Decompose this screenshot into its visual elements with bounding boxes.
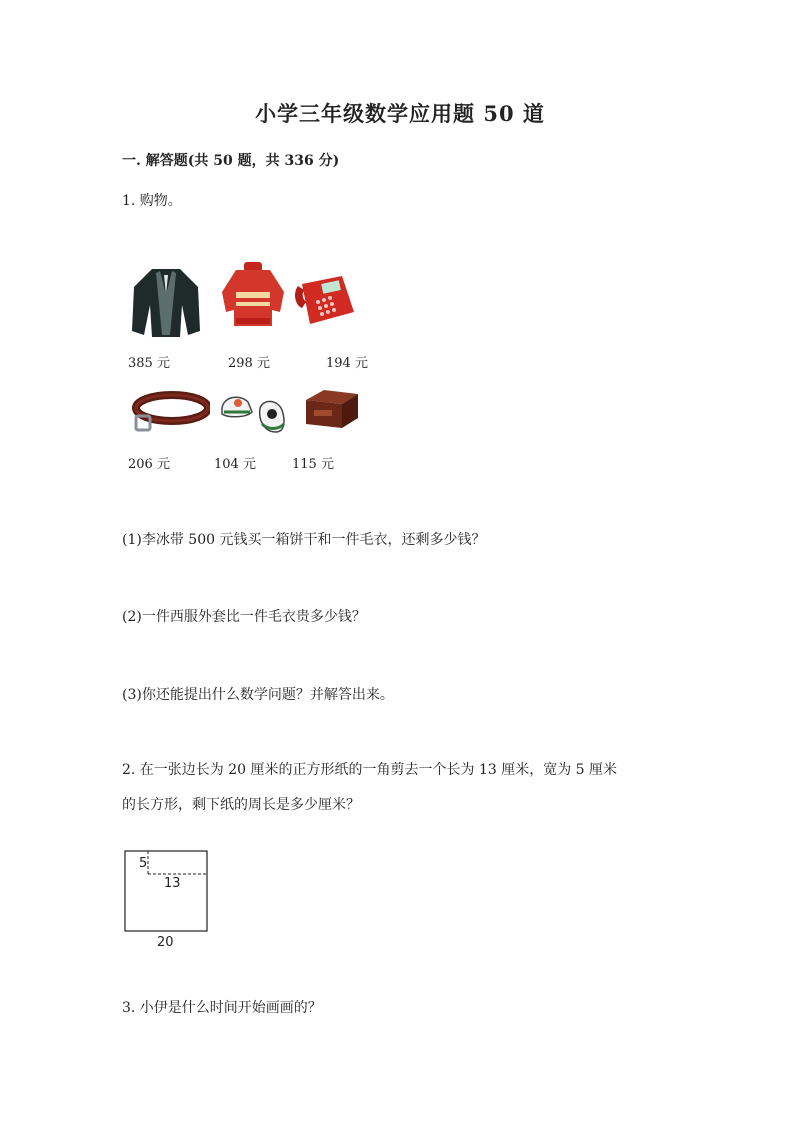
- sweater-icon: [218, 262, 288, 334]
- price-label: 194 元: [326, 356, 368, 371]
- question-1-sub-2: (2)一件西服外套比一件毛衣贵多少钱？: [122, 609, 366, 625]
- price-label: 206 元: [128, 457, 170, 472]
- question-2-line-1: 2. 在一张边长为 20 厘米的正方形纸的一角剪去一个长为 13 厘米，宽为 5 厘米: [122, 762, 618, 778]
- biscuit-box-icon: [302, 388, 360, 434]
- figure-width-label: 5: [139, 856, 148, 871]
- page-title: 小学三年级数学应用题 50 道: [255, 101, 545, 126]
- question-1-sub-3: (3)你还能提出什么数学问题？并解答出来。: [122, 687, 394, 703]
- shoes-icon: [218, 388, 288, 440]
- square-paper-figure: [124, 850, 210, 938]
- figure-length-label: 13: [164, 876, 181, 891]
- belt-icon: [132, 388, 210, 440]
- jacket-icon: [130, 265, 202, 343]
- question-1-text: 1. 购物。: [122, 193, 182, 209]
- telephone-icon: [292, 272, 358, 332]
- section-heading: 一. 解答题(共 50 题，共 336 分): [122, 153, 340, 169]
- price-label: 298 元: [228, 356, 270, 371]
- price-label: 115 元: [292, 457, 334, 472]
- price-label: 385 元: [128, 356, 170, 371]
- question-3-text: 3. 小伊是什么时间开始画画的？: [122, 1000, 322, 1016]
- question-2-line-2: 的长方形，剩下纸的周长是多少厘米？: [122, 797, 360, 813]
- price-label: 104 元: [214, 457, 256, 472]
- question-1-sub-1: (1)李冰带 500 元钱买一箱饼干和一件毛衣，还剩多少钱？: [122, 532, 486, 548]
- figure-side-label: 20: [157, 935, 174, 950]
